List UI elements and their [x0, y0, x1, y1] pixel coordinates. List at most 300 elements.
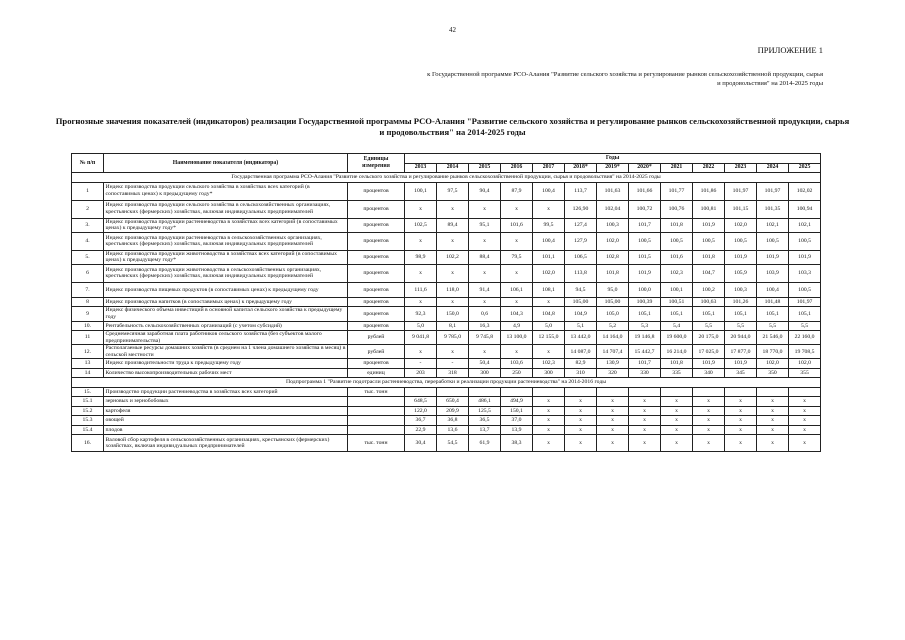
indicator-name: Производство продукции растениеводства в хозяйствах всех категорий — [104, 387, 348, 397]
value-cell: 122,0 — [405, 406, 437, 416]
value-cell — [629, 387, 661, 397]
indicator-name: Среднемесячная заработная плата работников сельского хозяйства (без субъектов малого предпринимательства) — [104, 331, 348, 345]
table-row — [72, 359, 821, 369]
value-cell: 100,1 — [405, 182, 437, 200]
header-year: 2021 — [661, 163, 693, 173]
value-cell: x — [629, 406, 661, 416]
value-cell: 101,48 — [757, 297, 789, 307]
value-cell: 18 770,0 — [757, 345, 789, 359]
value-cell: 300 — [469, 368, 501, 378]
table-row — [72, 387, 821, 397]
value-cell: 100,5 — [629, 232, 661, 250]
indicator-name: Индекс производства продукции сельского хозяйства в сельскохозяйственных организациях, крестьянских (фермерских) хозяйствах, включая индивидуальных предпринимателей — [104, 200, 348, 218]
row-number: 5. — [72, 250, 104, 264]
value-cell: 100,5 — [757, 232, 789, 250]
value-cell: 105,9 — [725, 264, 757, 282]
value-cell: x — [533, 345, 565, 359]
value-cell — [789, 387, 821, 397]
table-row — [72, 368, 821, 378]
value-cell: 20 175,0 — [693, 331, 725, 345]
value-cell: 100,5 — [661, 232, 693, 250]
value-cell: 105,0 — [597, 307, 629, 321]
value-cell: x — [405, 345, 437, 359]
row-number: 7. — [72, 282, 104, 297]
table-row — [72, 416, 821, 426]
value-cell: 103,9 — [757, 264, 789, 282]
value-cell: x — [533, 200, 565, 218]
value-cell: x — [405, 232, 437, 250]
table-header — [72, 154, 821, 173]
value-cell: 12 155,0 — [533, 331, 565, 345]
header-num: № п/п — [72, 154, 104, 173]
table-row — [72, 345, 821, 359]
indicator-name: Индекс производства напитков (в сопоставимых ценах) к предыдущему году — [104, 297, 348, 307]
value-cell: 105,1 — [789, 307, 821, 321]
value-cell: 101,97 — [789, 297, 821, 307]
value-cell: 95,1 — [469, 218, 501, 232]
value-cell: 0,6 — [469, 307, 501, 321]
value-cell: 101,8 — [693, 250, 725, 264]
value-cell: 101,9 — [725, 359, 757, 369]
value-cell: 102,2 — [437, 250, 469, 264]
value-cell: 13,7 — [469, 425, 501, 435]
value-cell: 104,3 — [501, 307, 533, 321]
value-cell: x — [597, 425, 629, 435]
value-cell: 300 — [533, 368, 565, 378]
value-cell: 19 708,5 — [789, 345, 821, 359]
value-cell: 14 707,4 — [597, 345, 629, 359]
value-cell: x — [725, 406, 757, 416]
row-number: 15.1 — [72, 397, 104, 407]
table-row — [72, 331, 821, 345]
value-cell: x — [629, 397, 661, 407]
value-cell: 22 160,0 — [789, 331, 821, 345]
value-cell: 16,3 — [469, 321, 501, 331]
value-cell: x — [629, 425, 661, 435]
row-number: 4. — [72, 232, 104, 250]
value-cell: 150,1 — [501, 406, 533, 416]
value-cell: 79,5 — [501, 250, 533, 264]
value-cell: 101,8 — [661, 218, 693, 232]
indicator-name: Рентабельность сельскохозяйственных организаций (с учетом субсидий) — [104, 321, 348, 331]
unit-cell: процентов — [348, 264, 405, 282]
value-cell: x — [501, 232, 533, 250]
header-year: 2014 — [437, 163, 469, 173]
value-cell: 102,3 — [533, 359, 565, 369]
value-cell: 9 785,0 — [437, 331, 469, 345]
value-cell: 99,5 — [533, 218, 565, 232]
value-cell: 100,81 — [693, 200, 725, 218]
value-cell: 102,0 — [757, 359, 789, 369]
value-cell: x — [629, 435, 661, 452]
value-cell: 101,35 — [757, 200, 789, 218]
section-title: Подпрограмма 1 "Развитие подотрасли растениеводства, переработки и реализации продукции растениеводства" на 2014-2016 годы — [72, 378, 821, 388]
value-cell: 100,63 — [693, 297, 725, 307]
value-cell: x — [533, 406, 565, 416]
value-cell: 111,6 — [405, 282, 437, 297]
value-cell: x — [437, 232, 469, 250]
document-title: Прогнозные значения показателей (индикаторов) реализации Государственной программы РСО-Алания "Развитие сельского хозяйства и регулирование рынков сельскохозяйственной продукции, сырья и продовольствия" на 2014-2025 годы — [55, 116, 850, 137]
value-cell: 101,9 — [629, 264, 661, 282]
unit-cell: процентов — [348, 359, 405, 369]
value-cell: 486,1 — [469, 397, 501, 407]
value-cell: 17 877,0 — [725, 345, 757, 359]
value-cell: x — [789, 425, 821, 435]
unit-cell — [348, 406, 405, 416]
value-cell — [533, 387, 565, 397]
value-cell: 50,4 — [469, 359, 501, 369]
row-number: 8 — [72, 297, 104, 307]
value-cell: x — [757, 425, 789, 435]
value-cell: 90,4 — [469, 182, 501, 200]
value-cell: 100,51 — [661, 297, 693, 307]
header-name: Наименование показателя (индикатора) — [104, 154, 348, 173]
value-cell: x — [405, 297, 437, 307]
unit-cell — [348, 397, 405, 407]
value-cell: x — [437, 345, 469, 359]
indicator-name: Валовой сбор картофеля в сельскохозяйственных организациях, крестьянских (фермерских) хозяйствах, включая индивидуальных предпринимателей — [104, 435, 348, 452]
table-row — [72, 435, 821, 452]
value-cell: 106,5 — [565, 250, 597, 264]
value-cell: 37,0 — [501, 416, 533, 426]
value-cell: - — [437, 359, 469, 369]
value-cell: 54,5 — [437, 435, 469, 452]
value-cell: 101,6 — [661, 250, 693, 264]
value-cell: 5,5 — [693, 321, 725, 331]
header-unit: Единицы измерения — [348, 154, 405, 173]
value-cell: 126,90 — [565, 200, 597, 218]
value-cell: 36,7 — [405, 416, 437, 426]
value-cell: 5,1 — [565, 321, 597, 331]
unit-cell: процентов — [348, 321, 405, 331]
value-cell: 19 146,8 — [629, 331, 661, 345]
value-cell: x — [469, 297, 501, 307]
value-cell: 100,39 — [629, 297, 661, 307]
value-cell: 101,97 — [725, 182, 757, 200]
value-cell: 61,9 — [469, 435, 501, 452]
header-year: 2015 — [469, 163, 501, 173]
value-cell: x — [597, 435, 629, 452]
value-cell: 5,5 — [789, 321, 821, 331]
value-cell: 101,15 — [725, 200, 757, 218]
value-cell: x — [565, 416, 597, 426]
value-cell: 108,1 — [533, 282, 565, 297]
indicator-name: Индекс производительности труда к предыдущему году — [104, 359, 348, 369]
value-cell: 345 — [725, 368, 757, 378]
unit-cell: процентов — [348, 307, 405, 321]
table-row — [72, 232, 821, 250]
table-row — [72, 307, 821, 321]
value-cell: 102,8 — [597, 250, 629, 264]
value-cell: - — [405, 359, 437, 369]
value-cell: 102,02 — [789, 182, 821, 200]
indicator-name: Индекс производства продукции животноводства в сельскохозяйственных организациях, крестьянских (фермерских) хозяйствах, включая индивидуальных предпринимателей — [104, 264, 348, 282]
header-year: 2025 — [789, 163, 821, 173]
header-year: 2013 — [405, 163, 437, 173]
value-cell: x — [533, 397, 565, 407]
value-cell: 101,1 — [533, 250, 565, 264]
value-cell: 104,8 — [533, 307, 565, 321]
value-cell: 105,1 — [661, 307, 693, 321]
value-cell: 105,1 — [629, 307, 661, 321]
value-cell — [693, 387, 725, 397]
value-cell: 5,5 — [757, 321, 789, 331]
value-cell: 36,5 — [469, 416, 501, 426]
value-cell: 105,00 — [597, 297, 629, 307]
value-cell — [565, 387, 597, 397]
value-cell: 101,9 — [725, 250, 757, 264]
value-cell: 350 — [757, 368, 789, 378]
table-row — [72, 264, 821, 282]
indicator-name: зерновых и зернобобовых — [104, 397, 348, 407]
header-year: 2024 — [757, 163, 789, 173]
value-cell: 5,4 — [661, 321, 693, 331]
value-cell: 100,5 — [789, 282, 821, 297]
value-cell: 101,86 — [693, 182, 725, 200]
value-cell: 100,1 — [661, 282, 693, 297]
table-row — [72, 297, 821, 307]
value-cell: 13,9 — [501, 425, 533, 435]
row-number: 6 — [72, 264, 104, 282]
value-cell: 102,1 — [789, 218, 821, 232]
table-row — [72, 406, 821, 416]
value-cell: 113,7 — [565, 182, 597, 200]
unit-cell: процентов — [348, 232, 405, 250]
value-cell: 355 — [789, 368, 821, 378]
value-cell: 101,63 — [597, 182, 629, 200]
value-cell: x — [789, 406, 821, 416]
indicator-name: Индекс производства пищевых продуктов (в сопоставимых ценах) к предыдущему году — [104, 282, 348, 297]
value-cell: x — [725, 435, 757, 452]
value-cell — [661, 387, 693, 397]
value-cell: 105,1 — [693, 307, 725, 321]
row-number: 10. — [72, 321, 104, 331]
value-cell — [501, 387, 533, 397]
value-cell: 340 — [693, 368, 725, 378]
value-cell: 22,9 — [405, 425, 437, 435]
value-cell: 320 — [597, 368, 629, 378]
value-cell: 13 442,0 — [565, 331, 597, 345]
value-cell: 88,4 — [469, 250, 501, 264]
value-cell: 19 600,0 — [661, 331, 693, 345]
value-cell: x — [437, 200, 469, 218]
value-cell — [405, 387, 437, 397]
value-cell: 203 — [405, 368, 437, 378]
row-number: 11 — [72, 331, 104, 345]
value-cell: 103,3 — [789, 264, 821, 282]
value-cell: 100,3 — [597, 218, 629, 232]
value-cell — [725, 387, 757, 397]
value-cell: 5,5 — [725, 321, 757, 331]
value-cell: 101,7 — [629, 359, 661, 369]
unit-cell: тыс. тонн — [348, 387, 405, 397]
indicator-name: Индекс физического объема инвестиций в основной капитал сельского хозяйства к предыдущему году — [104, 307, 348, 321]
value-cell: x — [693, 416, 725, 426]
value-cell: 5,3 — [629, 321, 661, 331]
table-row — [72, 218, 821, 232]
header-year: 2016 — [501, 163, 533, 173]
value-cell: 104,7 — [693, 264, 725, 282]
value-cell: 318 — [437, 368, 469, 378]
indicator-name: овощей — [104, 416, 348, 426]
value-cell: 101,8 — [661, 359, 693, 369]
value-cell: 91,4 — [469, 282, 501, 297]
indicators-table — [71, 153, 821, 452]
value-cell: 102,0 — [597, 232, 629, 250]
value-cell: 100,94 — [789, 200, 821, 218]
value-cell: x — [469, 200, 501, 218]
table-row — [72, 397, 821, 407]
section-title: Государственная программа РСО-Алания "Развитие сельского хозяйства и регулирование рынков сельскохозяйственной продукции, сырья и продовольствия" на 2014-2025 годы — [72, 173, 821, 183]
value-cell: x — [693, 397, 725, 407]
value-cell: x — [565, 435, 597, 452]
value-cell: 101,97 — [757, 182, 789, 200]
value-cell: 89,4 — [437, 218, 469, 232]
table-row — [72, 282, 821, 297]
value-cell: x — [469, 264, 501, 282]
value-cell: x — [789, 397, 821, 407]
indicator-name: Индекс производства продукции животноводства в хозяйствах всех категорий (в сопоставимых ценах) к предыдущему году* — [104, 250, 348, 264]
header-year: 2022 — [693, 163, 725, 173]
value-cell: x — [757, 397, 789, 407]
value-cell: x — [501, 264, 533, 282]
value-cell: 100,0 — [629, 282, 661, 297]
unit-cell: тыс. тонн — [348, 435, 405, 452]
value-cell: x — [469, 232, 501, 250]
header-year: 2023 — [725, 163, 757, 173]
row-number: 1 — [72, 182, 104, 200]
row-number: 3. — [72, 218, 104, 232]
value-cell: x — [533, 425, 565, 435]
value-cell: 94,5 — [565, 282, 597, 297]
value-cell: 100,5 — [693, 232, 725, 250]
value-cell: x — [725, 425, 757, 435]
value-cell: 21 546,0 — [757, 331, 789, 345]
value-cell: 105,1 — [757, 307, 789, 321]
value-cell: 4,9 — [501, 321, 533, 331]
value-cell: x — [757, 435, 789, 452]
value-cell: x — [501, 200, 533, 218]
value-cell — [757, 387, 789, 397]
value-cell: 5,2 — [597, 321, 629, 331]
value-cell: x — [597, 416, 629, 426]
value-cell: 100,72 — [629, 200, 661, 218]
value-cell: x — [693, 406, 725, 416]
value-cell: 125,5 — [469, 406, 501, 416]
value-cell: 101,26 — [725, 297, 757, 307]
value-cell: 101,8 — [597, 264, 629, 282]
indicator-name: Индекс производства продукции растениеводства в сельскохозяйственных организациях, крестьянских (фермерских) хозяйствах, включая индивидуальных предпринимателей — [104, 232, 348, 250]
row-number: 12. — [72, 345, 104, 359]
value-cell: 310 — [565, 368, 597, 378]
row-number: 2 — [72, 200, 104, 218]
value-cell: x — [629, 416, 661, 426]
value-cell: x — [565, 425, 597, 435]
value-cell: 15 442,7 — [629, 345, 661, 359]
value-cell: 30,4 — [405, 435, 437, 452]
table-row — [72, 200, 821, 218]
value-cell: x — [661, 406, 693, 416]
value-cell: x — [469, 345, 501, 359]
value-cell: 101,5 — [629, 250, 661, 264]
value-cell: 101,9 — [757, 250, 789, 264]
value-cell: 209,9 — [437, 406, 469, 416]
value-cell: x — [725, 416, 757, 426]
row-number: 14 — [72, 368, 104, 378]
value-cell: x — [533, 416, 565, 426]
row-number: 13 — [72, 359, 104, 369]
value-cell: 82,9 — [565, 359, 597, 369]
unit-cell: единиц — [348, 368, 405, 378]
unit-cell — [348, 425, 405, 435]
appendix-label: ПРИЛОЖЕНИЕ 1 — [757, 45, 823, 55]
value-cell: 102,04 — [597, 200, 629, 218]
value-cell: 20 944,0 — [725, 331, 757, 345]
value-cell: 118,0 — [437, 282, 469, 297]
value-cell: 102,0 — [725, 218, 757, 232]
value-cell: 104,9 — [565, 307, 597, 321]
value-cell: 494,9 — [501, 397, 533, 407]
value-cell: x — [725, 397, 757, 407]
value-cell: x — [405, 264, 437, 282]
value-cell: 100,5 — [789, 232, 821, 250]
value-cell: 100,76 — [661, 200, 693, 218]
unit-cell — [348, 416, 405, 426]
value-cell: x — [757, 416, 789, 426]
indicator-name: Индекс производства продукции сельского хозяйства в хозяйствах всех категорий (в сопоставимых ценах) к предыдущему году* — [104, 182, 348, 200]
value-cell: 101,66 — [629, 182, 661, 200]
value-cell: 14 164,0 — [597, 331, 629, 345]
value-cell: 330 — [629, 368, 661, 378]
row-number: 15.2 — [72, 406, 104, 416]
value-cell: x — [693, 425, 725, 435]
value-cell: 102,0 — [789, 359, 821, 369]
table-row — [72, 250, 821, 264]
value-cell: 92,3 — [405, 307, 437, 321]
unit-cell: процентов — [348, 182, 405, 200]
unit-cell: рублей — [348, 345, 405, 359]
value-cell: 5,0 — [533, 321, 565, 331]
value-cell: 150,0 — [437, 307, 469, 321]
row-number: 15.4 — [72, 425, 104, 435]
header-year: 2020* — [629, 163, 661, 173]
value-cell: x — [789, 435, 821, 452]
value-cell: 113,8 — [565, 264, 597, 282]
value-cell: x — [565, 406, 597, 416]
indicator-name: картофеля — [104, 406, 348, 416]
row-number: 16. — [72, 435, 104, 452]
unit-cell: рублей — [348, 331, 405, 345]
value-cell: 105,00 — [565, 297, 597, 307]
page-number: 42 — [449, 26, 456, 34]
value-cell: 98,9 — [405, 250, 437, 264]
header-year: 2018* — [565, 163, 597, 173]
unit-cell: процентов — [348, 297, 405, 307]
unit-cell: процентов — [348, 250, 405, 264]
value-cell: x — [757, 406, 789, 416]
value-cell: x — [661, 425, 693, 435]
indicator-name: Индекс производства продукции растениеводства в хозяйствах всех категорий (в сопоставимых ценах) к предыдущему году* — [104, 218, 348, 232]
table-body — [72, 173, 821, 452]
value-cell — [469, 387, 501, 397]
value-cell: 100,3 — [725, 282, 757, 297]
appendix-subheading: к Государственной программе РСО-Алания "Развитие сельского хозяйства и регулирование рынков сельскохозяйственной продукции, сырья и продовольствия" на 2014-2025 годы — [427, 71, 823, 87]
table-row — [72, 321, 821, 331]
value-cell: 100,2 — [693, 282, 725, 297]
value-cell: 102,3 — [661, 264, 693, 282]
value-cell: 650,4 — [437, 397, 469, 407]
value-cell: 87,9 — [501, 182, 533, 200]
